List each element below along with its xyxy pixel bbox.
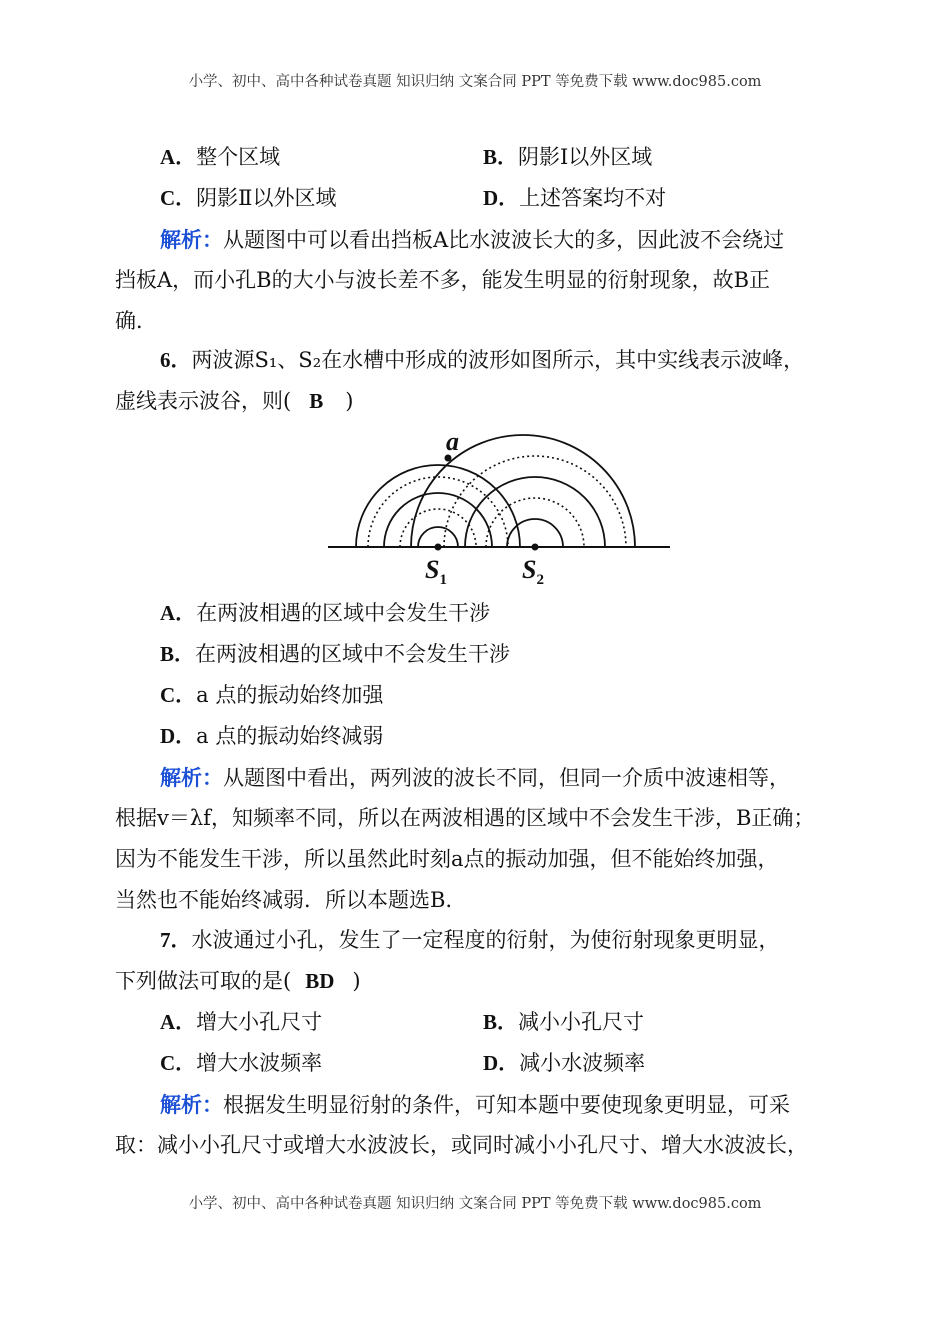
q5-analysis-line-1: 解析：从题图中可以看出挡板A比水波波长大的多，因此波不会绕过 (160, 227, 785, 252)
q6-analysis-line-4: 当然也不能始终减弱．所以本题选B. (115, 888, 453, 912)
q6-analysis-line-3: 因为不能发生干涉，所以虽然此时刻a点的振动加强，但不能始终加强， (115, 847, 779, 871)
q7-option-c: C．增大水波频率 (160, 1051, 323, 1075)
s2-crest-3 (411, 435, 635, 547)
s2-crest-2 (465, 477, 605, 547)
s2-trough-1 (486, 498, 584, 547)
q6-option-d: D．a 点的振动始终减弱 (160, 724, 384, 748)
q7-stem-line-1: 7．水波通过小孔，发生了一定程度的衍射，为使衍射现象更明显， (160, 928, 780, 952)
s2-source-dot (532, 544, 539, 551)
s2-crest-1 (507, 519, 563, 547)
q5-option-d: D．上述答案均不对 (483, 186, 667, 210)
q5-analysis-line-3: 确． (115, 309, 157, 333)
q7-option-b: B．减小小孔尺寸 (483, 1010, 645, 1034)
q6-stem-line-2: 虚线表示波谷，则( B ) (115, 389, 354, 413)
q6-answer: B (309, 389, 324, 413)
q5-option-a: A．整个区域 (160, 145, 281, 169)
page-footer: 小学、初中、高中各种试卷真题 知识归纳 文案合同 PPT 等免费下载 www.doc985.com (188, 1196, 762, 1212)
q6-option-b: B．在两波相遇的区域中不会发生干涉 (160, 642, 511, 666)
q6-option-a: A．在两波相遇的区域中会发生干涉 (160, 601, 491, 625)
s1-label: $S_1$ (425, 555, 447, 588)
q7-analysis-line-1: 解析：根据发生明显衍射的条件，可知本题中要使现象更明显，可采 (160, 1092, 790, 1117)
q7-stem-line-2: 下列做法可取的是( BD ) (115, 969, 361, 993)
q6-analysis-line-1: 解析：从题图中看出，两列波的波长不同，但同一介质中波速相等， (160, 765, 790, 790)
q5-option-b: B．阴影Ⅰ以外区域 (483, 145, 653, 169)
wave-interference-figure (320, 425, 680, 590)
s2-label: $S_2$ (522, 555, 544, 588)
q6-option-c: C．a 点的振动始终加强 (160, 683, 384, 707)
q7-answer: BD (305, 969, 335, 993)
q5-analysis-line-2: 挡板A，而小孔B的大小与波长差不多，能发生明显的衍射现象，故B正 (115, 268, 771, 292)
analysis-label: 解析： (160, 227, 223, 252)
q6-analysis-line-2: 根据v＝λf，知频率不同，所以在两波相遇的区域中不会发生干涉，B正确； (115, 806, 815, 830)
q5-option-c: C．阴影Ⅱ以外区域 (160, 186, 337, 210)
page-header: 小学、初中、高中各种试卷真题 知识归纳 文案合同 PPT 等免费下载 www.doc985.com (188, 74, 762, 90)
q7-option-d: D．减小水波频率 (483, 1051, 646, 1075)
point-a-label: a (446, 427, 459, 456)
analysis-label: 解析： (160, 1092, 223, 1117)
q7-option-a: A．增大小孔尺寸 (160, 1010, 323, 1034)
q7-analysis-line-2: 取：减小小孔尺寸或增大水波波长，或同时减小小孔尺寸、增大水波波长， (115, 1133, 808, 1157)
analysis-label: 解析： (160, 765, 223, 790)
q6-stem-line-1: 6．两波源S₁、S₂在水槽中形成的波形如图所示，其中实线表示波峰， (160, 348, 805, 372)
s1-source-dot (435, 544, 442, 551)
s2-trough-2 (444, 456, 626, 547)
